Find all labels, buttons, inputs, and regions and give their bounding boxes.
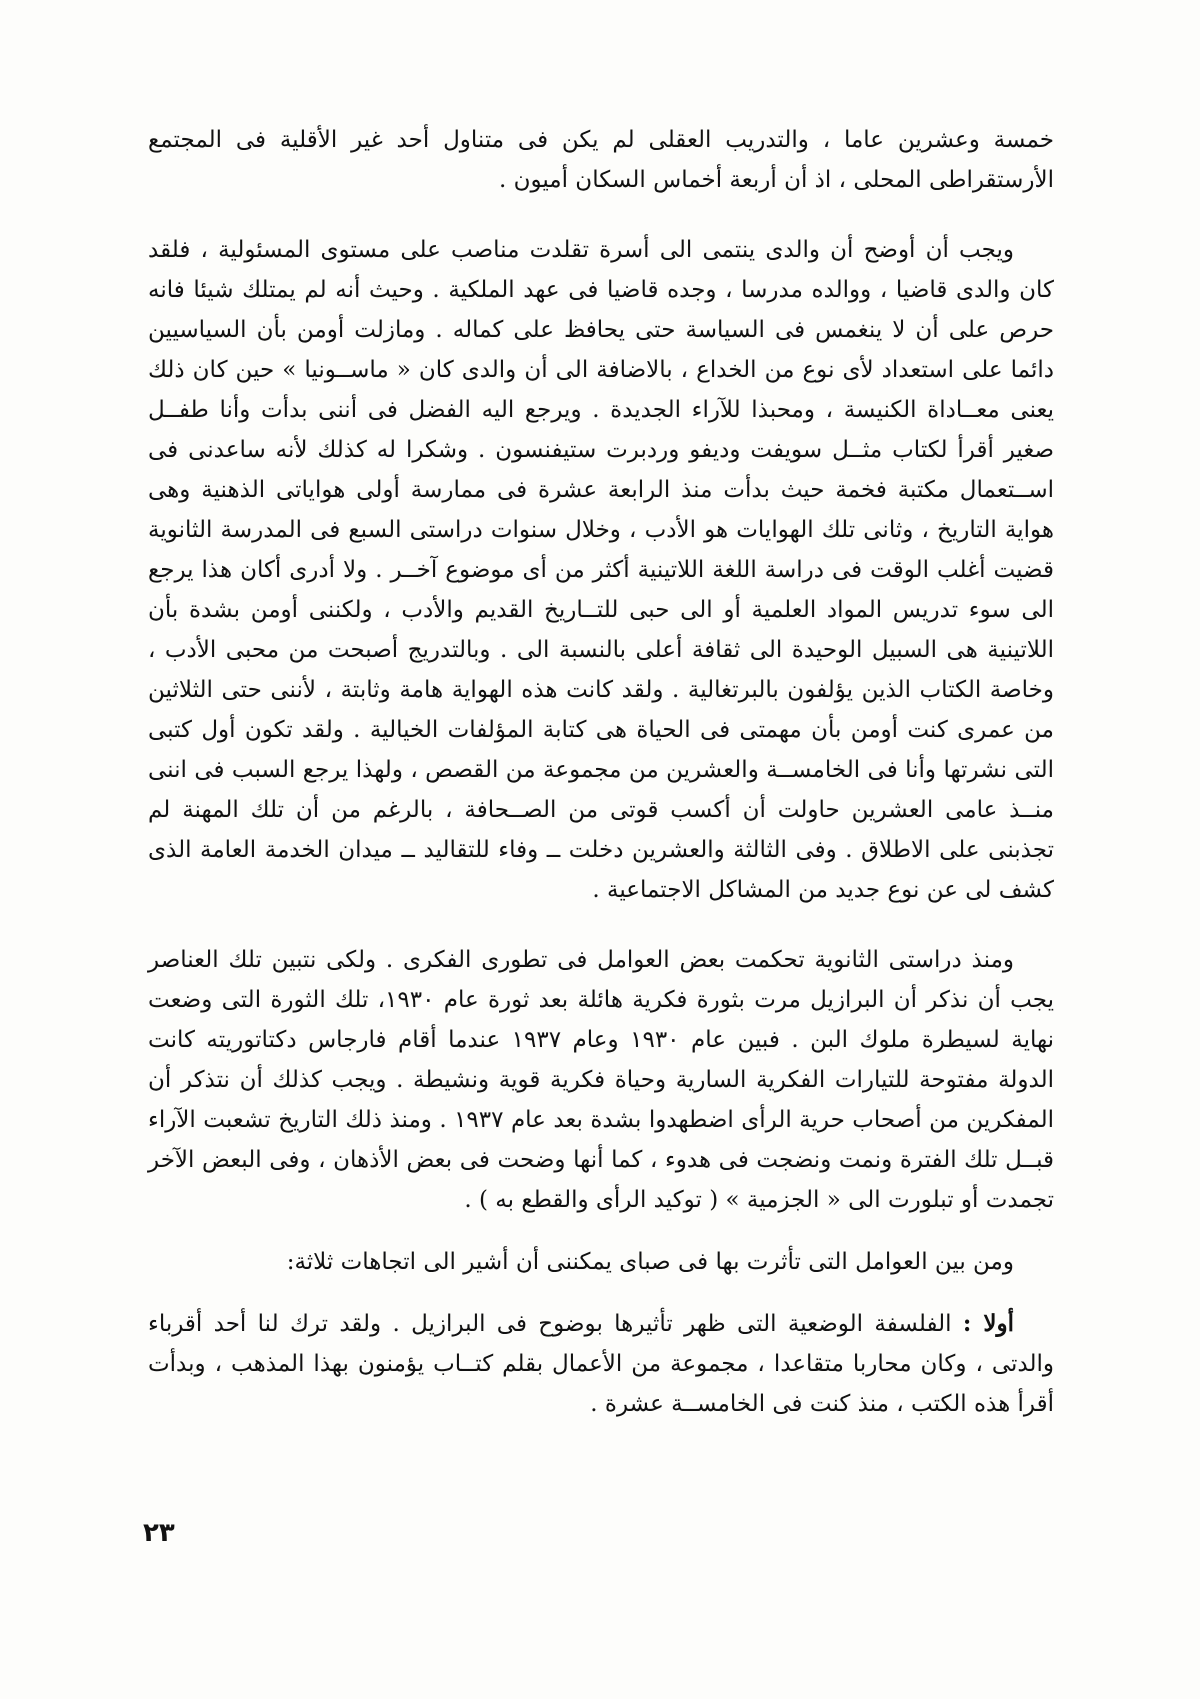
- page-number: ٢٣: [143, 1518, 175, 1548]
- paragraph-4: [148, 1242, 1054, 1282]
- paragraph-text: خمسة وعشرين عاما ، والتدريب العقلى لم يكن فى متناول أحد غير الأقلية فى المجتمع الأرستقراطى المحلى ، اذ أن أربعة أخماس السكان أميون .: [148, 127, 1054, 193]
- paragraph-5: [148, 1304, 1054, 1424]
- paragraph-gap: [148, 910, 1054, 940]
- paragraph-gap: [148, 1282, 1054, 1304]
- paragraph-text: ومنذ دراستى الثانوية تحكمت بعض العوامل فى تطورى الفكرى . ولكى نتبين تلك العناصر يجب أن نذكر أن البرازيل مرت بثورة فكرية هائلة بعد ثورة عام ١٩٣٠، تلك الثورة التى وضعت نهاية لسيطرة ملوك البن . فبين عام ١٩٣٠ وعام ١٩٣٧ عندما أقام فارجاس دكتاتوريته كانت الدولة مفتوحة للتيارات الفكرية السارية وحياة فكرية قوية ونشيطة . ويجب كذلك أن نتذكر أن المفكرين من أصحاب حرية الرأى اضطهدوا بشدة بعد عام ١٩٣٧ . ومنذ ذلك التاريخ تشعبت الآراء قبــل تلك الفترة ونمت ونضجت فى هدوء ، كما أنها وضحت فى بعض الأذهان ، وفى البعض الآخر تجمدت أو تبلورت الى « الجزمية » ( توكيد الرأى والقطع به ) .: [148, 947, 1055, 1213]
- paragraph-2: [148, 230, 1054, 910]
- paragraph-gap: [148, 200, 1054, 230]
- page-body: [148, 120, 1054, 1424]
- paragraph-lead: أولا :: [962, 1310, 1014, 1337]
- paragraph-text: الفلسفة الوضعية التى ظهر تأثيرها بوضوح فى البرازيل . ولقد ترك لنا أحد أقرباء والدتى ، وكان محاربا متقاعدا ، مجموعة من الأعمال بقلم كتــاب يؤمنون بهذا المذهب ، وبدأت أقرأ هذه الكتب ، منذ كنت فى الخامســة عشرة .: [148, 1311, 1054, 1417]
- paragraph-text: ومن بين العوامل التى تأثرت بها فى صباى يمكننى أن أشير الى اتجاهات ثلاثة:: [286, 1249, 1014, 1275]
- paragraph-1: [148, 120, 1054, 200]
- paragraph-text: ويجب أن أوضح أن والدى ينتمى الى أسرة تقلدت مناصب على مستوى المسئولية ، فلقد كان والدى قاضيا ، ووالده مدرسا ، وجده قاضيا فى عهد الملكية . وحيث أنه لم يمتلك شيئا فانه حرص على أن لا ينغمس فى السياسة حتى يحافظ على كماله . ومازلت أومن بأن السياسيين دائما على استعداد لأى نوع من الخداع ، بالاضافة الى أن والدى كان « ماســونيا » حين كان ذلك يعنى معــاداة الكنيسة ، ومحبذا للآراء الجديدة . ويرجع اليه الفضل فى أننى بدأت وأنا طفــل صغير أقرأ لكتاب مثــل سويفت وديفو وردبرت ستيفنسون . وشكرا له كذلك لأنه ساعدنى فى اســتعمال مكتبة فخمة حيث بدأت منذ الرابعة عشرة فى ممارسة أولى هواياتى الذهنية وهى هواية التاريخ ، وثانى تلك الهوايات هو الأدب ، وخلال سنوات دراستى السبع فى المدرسة الثانوية قضيت أغلب الوقت فى دراسة اللغة اللاتينية أكثر من أى موضوع آخــر . ولا أدرى أكان هذا يرجع الى سوء تدريس المواد العلمية أو الى حبى للتــاريخ القديم والأدب ، ولكننى أومن بشدة بأن اللاتينية هى السبيل الوحيدة الى ثقافة أعلى بالنسبة الى . وبالتدريج أصبحت من محبى الأدب ، وخاصة الكتاب الذين يؤلفون بالبرتغالية . ولقد كانت هذه الهواية هامة وثابتة ، لأننى حتى الثلاثين من عمرى كنت أومن بأن مهمتى فى الحياة هى كتابة المؤلفات الخيالية . ولقد تكون أول كتبى التى نشرتها وأنا فى الخامســة والعشرين من مجموعة من القصص ، ولهذا يرجع السبب فى اننى منــذ عامى العشرين حاولت أن أكسب قوتى من الصــحافة ، بالرغم من أن تلك المهنة لم تجذبنى على الاطلاق . وفى الثالثة والعشرين دخلت ــ وفاء للتقاليد ــ ميدان الخدمة العامة الذى كشف لى عن نوع جديد من المشاكل الاجتماعية .: [148, 237, 1054, 903]
- paragraph-3: [148, 940, 1054, 1220]
- paragraph-gap: [148, 1220, 1054, 1242]
